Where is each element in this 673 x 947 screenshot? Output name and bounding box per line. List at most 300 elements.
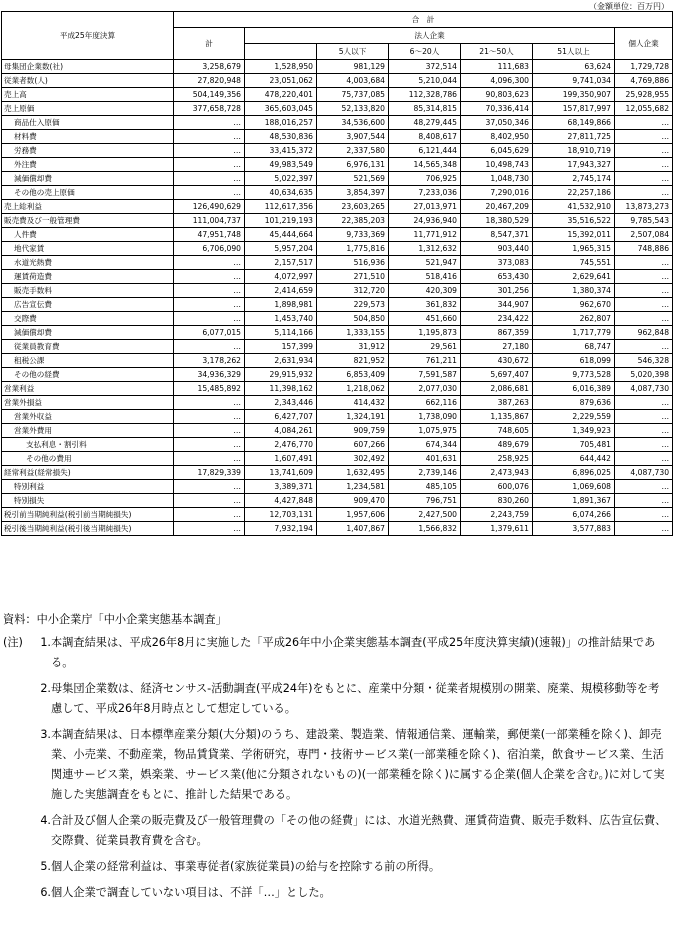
- row-label-cell: [2, 466, 174, 480]
- value-cell: 420,309: [389, 284, 461, 298]
- note-text: 母集団企業数は、経済センサス-活動調査(平成24年)をもとに、産業中分類・従業者規模別の開業、廃業、規模移動等を考慮して、平成26年8月時点として想定している。: [51, 682, 660, 715]
- row-label: 租税公課: [14, 356, 45, 365]
- source-line: 資料：中小企業庁「中小企業実態基本調査」: [3, 613, 227, 626]
- value-cell: 1,234,581: [317, 480, 389, 494]
- row-label-cell: [2, 480, 174, 494]
- row-label-cell: [2, 214, 174, 228]
- value-cell: 5,022,397: [245, 172, 317, 186]
- row-label-cell: [2, 74, 174, 88]
- value-cell: …: [174, 312, 245, 326]
- value-cell: 748,605: [461, 424, 533, 438]
- row-label-cell: [2, 172, 174, 186]
- row-label-cell: [2, 340, 174, 354]
- value-cell: 101,219,193: [245, 214, 317, 228]
- value-cell: …: [174, 494, 245, 508]
- value-cell: 821,952: [317, 354, 389, 368]
- value-cell: 2,473,943: [461, 466, 533, 480]
- value-cell: 15,485,892: [174, 382, 245, 396]
- value-cell: 11,398,162: [245, 382, 317, 396]
- row-label-cell: [2, 242, 174, 256]
- value-cell: 618,099: [533, 354, 615, 368]
- value-cell: 365,603,045: [245, 102, 317, 116]
- row-label: 運賃荷造費: [14, 272, 52, 281]
- value-cell: 662,116: [389, 396, 461, 410]
- value-cell: 2,427,500: [389, 508, 461, 522]
- value-cell: 903,440: [461, 242, 533, 256]
- note-number: 3.: [40, 728, 51, 741]
- row-label-cell: [2, 326, 174, 340]
- note-text: 本調査結果は、平成26年8月に実施した「平成26年中小企業実態基本調査(平成25年度決算実績)(速報)」の推計結果である。: [51, 636, 656, 669]
- value-cell: 3,907,544: [317, 130, 389, 144]
- value-cell: …: [615, 284, 673, 298]
- row-label-cell: [2, 410, 174, 424]
- value-cell: 430,672: [461, 354, 533, 368]
- size-header: 6～20人: [389, 44, 461, 60]
- value-cell: 302,492: [317, 452, 389, 466]
- table-row: [2, 60, 673, 74]
- unit-note: （金額単位：百万円）: [589, 2, 669, 11]
- value-cell: 1,717,779: [533, 326, 615, 340]
- value-cell: 1,965,315: [533, 242, 615, 256]
- table-row: [2, 508, 673, 522]
- row-label-cell: [2, 284, 174, 298]
- row-label-cell: [2, 508, 174, 522]
- size-header: 51人以上: [533, 44, 615, 60]
- value-cell: …: [174, 452, 245, 466]
- table-row: [2, 116, 673, 130]
- value-cell: 47,951,748: [174, 228, 245, 242]
- value-cell: 29,915,932: [245, 368, 317, 382]
- notes-section: [3, 610, 669, 903]
- value-cell: 7,591,587: [389, 368, 461, 382]
- total-header: 合 計: [174, 12, 673, 28]
- value-cell: 25,928,955: [615, 88, 673, 102]
- value-cell: 796,751: [389, 494, 461, 508]
- row-label-cell: [2, 60, 174, 74]
- value-cell: 3,258,679: [174, 60, 245, 74]
- value-cell: 2,229,559: [533, 410, 615, 424]
- row-label-cell: [2, 102, 174, 116]
- value-cell: 9,741,034: [533, 74, 615, 88]
- value-cell: …: [615, 522, 673, 536]
- row-label-cell: [2, 396, 174, 410]
- value-cell: 1,729,728: [615, 60, 673, 74]
- table-row: [2, 228, 673, 242]
- table-row: [2, 522, 673, 536]
- value-cell: 27,811,725: [533, 130, 615, 144]
- value-cell: …: [174, 340, 245, 354]
- row-label: その他の経費: [14, 370, 60, 379]
- table-row: [2, 452, 673, 466]
- value-cell: 607,266: [317, 438, 389, 452]
- note-item: [3, 811, 669, 851]
- value-cell: 188,016,257: [245, 116, 317, 130]
- row-label-cell: [2, 116, 174, 130]
- row-label-cell: [2, 312, 174, 326]
- row-label: 従業員教育費: [14, 342, 60, 351]
- value-cell: 516,936: [317, 256, 389, 270]
- value-cell: 1,898,981: [245, 298, 317, 312]
- value-cell: …: [615, 186, 673, 200]
- table-row: [2, 340, 673, 354]
- size-header: 5人以下: [317, 44, 389, 60]
- value-cell: 90,803,623: [461, 88, 533, 102]
- row-label: 地代家賃: [14, 244, 45, 253]
- value-cell: 504,850: [317, 312, 389, 326]
- value-cell: 8,402,950: [461, 130, 533, 144]
- value-cell: 8,408,617: [389, 130, 461, 144]
- financial-table: [1, 11, 673, 536]
- note-number: 1.: [40, 636, 51, 649]
- row-label-cell: [2, 256, 174, 270]
- value-cell: 14,565,348: [389, 158, 461, 172]
- value-cell: 521,569: [317, 172, 389, 186]
- value-cell: 4,769,886: [615, 74, 673, 88]
- value-cell: 3,178,262: [174, 354, 245, 368]
- value-cell: 301,256: [461, 284, 533, 298]
- row-label-cell: [2, 158, 174, 172]
- row-label-cell: [2, 368, 174, 382]
- value-cell: 414,432: [317, 396, 389, 410]
- table-row: [2, 144, 673, 158]
- note-number: 2.: [40, 682, 51, 695]
- value-cell: …: [174, 298, 245, 312]
- value-cell: 262,807: [533, 312, 615, 326]
- table-row: [2, 354, 673, 368]
- value-cell: …: [615, 130, 673, 144]
- note-item: [3, 633, 669, 673]
- table-row: [2, 74, 673, 88]
- row-label: 水道光熱費: [14, 258, 52, 267]
- value-cell: …: [174, 480, 245, 494]
- row-label: 売上原価: [4, 104, 35, 113]
- value-cell: 33,415,372: [245, 144, 317, 158]
- value-cell: …: [174, 144, 245, 158]
- value-cell: 2,739,146: [389, 466, 461, 480]
- kei-header: 計: [174, 28, 245, 60]
- value-cell: 1,380,374: [533, 284, 615, 298]
- value-cell: 3,389,371: [245, 480, 317, 494]
- value-cell: …: [615, 270, 673, 284]
- row-label: 売上総利益: [4, 202, 42, 211]
- value-cell: …: [615, 494, 673, 508]
- value-cell: 6,074,266: [533, 508, 615, 522]
- table-row: [2, 186, 673, 200]
- value-cell: 6,706,090: [174, 242, 245, 256]
- value-cell: 344,907: [461, 298, 533, 312]
- corporate-header: 法人企業: [245, 28, 615, 44]
- value-cell: 48,530,836: [245, 130, 317, 144]
- value-cell: …: [615, 480, 673, 494]
- value-cell: 962,670: [533, 298, 615, 312]
- table-row: [2, 172, 673, 186]
- row-label-cell: [2, 438, 174, 452]
- value-cell: 5,114,166: [245, 326, 317, 340]
- value-cell: 5,957,204: [245, 242, 317, 256]
- value-cell: …: [615, 396, 673, 410]
- value-cell: 29,561: [389, 340, 461, 354]
- value-cell: 126,490,629: [174, 200, 245, 214]
- value-cell: 4,072,997: [245, 270, 317, 284]
- value-cell: 6,976,131: [317, 158, 389, 172]
- row-label: 税引後当期純利益(税引後当期純損失): [4, 524, 132, 533]
- row-label: 営業外費用: [14, 426, 52, 435]
- note-mark: [3, 857, 35, 877]
- value-cell: 879,636: [533, 396, 615, 410]
- row-label-cell: [2, 228, 174, 242]
- value-cell: …: [615, 158, 673, 172]
- value-cell: 157,399: [245, 340, 317, 354]
- note-mark: [3, 811, 35, 851]
- value-cell: 981,129: [317, 60, 389, 74]
- value-cell: …: [174, 116, 245, 130]
- table-row: [2, 214, 673, 228]
- value-cell: 45,444,664: [245, 228, 317, 242]
- value-cell: 41,532,910: [533, 200, 615, 214]
- value-cell: 4,087,730: [615, 382, 673, 396]
- row-label: 材料費: [14, 132, 37, 141]
- value-cell: 600,076: [461, 480, 533, 494]
- value-cell: 234,422: [461, 312, 533, 326]
- note-mark: [3, 679, 35, 719]
- value-cell: 962,848: [615, 326, 673, 340]
- value-cell: 8,547,371: [461, 228, 533, 242]
- value-cell: 35,516,522: [533, 214, 615, 228]
- table-row: [2, 298, 673, 312]
- note-item: [3, 857, 669, 877]
- value-cell: 1,195,873: [389, 326, 461, 340]
- row-label-cell: [2, 382, 174, 396]
- value-cell: …: [615, 256, 673, 270]
- value-cell: 4,084,261: [245, 424, 317, 438]
- value-cell: 6,853,409: [317, 368, 389, 382]
- value-cell: 6,896,025: [533, 466, 615, 480]
- value-cell: 2,086,681: [461, 382, 533, 396]
- value-cell: 18,380,529: [461, 214, 533, 228]
- table-row: [2, 396, 673, 410]
- value-cell: …: [615, 452, 673, 466]
- table-row: [2, 494, 673, 508]
- value-cell: …: [174, 396, 245, 410]
- row-label: 経常利益(経常損失): [4, 468, 71, 477]
- row-label: 営業外損益: [4, 398, 42, 407]
- value-cell: 1,407,867: [317, 522, 389, 536]
- row-label-cell: [2, 452, 174, 466]
- note-item: [3, 725, 669, 805]
- row-label: 広告宣伝費: [14, 300, 52, 309]
- value-cell: 1,738,090: [389, 410, 461, 424]
- value-cell: 75,737,085: [317, 88, 389, 102]
- value-cell: 5,020,398: [615, 368, 673, 382]
- row-label: 外注費: [14, 160, 37, 169]
- row-label: 支払利息・割引料: [26, 440, 87, 449]
- value-cell: 5,697,407: [461, 368, 533, 382]
- row-label-cell: [2, 144, 174, 158]
- value-cell: 112,617,356: [245, 200, 317, 214]
- value-cell: 4,003,684: [317, 74, 389, 88]
- value-cell: …: [615, 298, 673, 312]
- value-cell: …: [174, 424, 245, 438]
- row-label: 税引前当期純利益(税引前当期純損失): [4, 510, 132, 519]
- value-cell: 23,603,265: [317, 200, 389, 214]
- value-cell: …: [615, 438, 673, 452]
- value-cell: 6,427,707: [245, 410, 317, 424]
- value-cell: 52,133,820: [317, 102, 389, 116]
- row-label-cell: [2, 200, 174, 214]
- corp-subtotal-header: [245, 44, 317, 60]
- table-row: [2, 410, 673, 424]
- note-number: 4.: [40, 814, 51, 827]
- value-cell: 373,083: [461, 256, 533, 270]
- table-row: [2, 438, 673, 452]
- value-cell: …: [174, 256, 245, 270]
- value-cell: 24,936,940: [389, 214, 461, 228]
- table-row: [2, 242, 673, 256]
- table-row: [2, 368, 673, 382]
- value-cell: …: [174, 270, 245, 284]
- table-row: [2, 312, 673, 326]
- value-cell: 27,180: [461, 340, 533, 354]
- row-label: 減価償却費: [14, 328, 52, 337]
- value-cell: 1,528,950: [245, 60, 317, 74]
- row-label: 特別利益: [14, 482, 45, 491]
- table-row: [2, 284, 673, 298]
- table-row: [2, 200, 673, 214]
- value-cell: 867,359: [461, 326, 533, 340]
- value-cell: 909,470: [317, 494, 389, 508]
- value-cell: 229,573: [317, 298, 389, 312]
- value-cell: 485,105: [389, 480, 461, 494]
- table-row: [2, 480, 673, 494]
- value-cell: …: [174, 410, 245, 424]
- value-cell: 1,453,740: [245, 312, 317, 326]
- value-cell: 401,631: [389, 452, 461, 466]
- value-cell: 504,149,356: [174, 88, 245, 102]
- value-cell: 22,385,203: [317, 214, 389, 228]
- year-header: 平成25年度決算: [2, 12, 174, 60]
- value-cell: 1,957,606: [317, 508, 389, 522]
- value-cell: 5,210,044: [389, 74, 461, 88]
- value-cell: 1,135,867: [461, 410, 533, 424]
- row-label: 販売手数料: [14, 286, 52, 295]
- value-cell: 312,720: [317, 284, 389, 298]
- value-cell: 6,121,444: [389, 144, 461, 158]
- table-row: [2, 270, 673, 284]
- value-cell: 63,624: [533, 60, 615, 74]
- value-cell: …: [615, 172, 673, 186]
- note-mark: [3, 883, 35, 903]
- value-cell: 2,631,934: [245, 354, 317, 368]
- value-cell: 4,096,300: [461, 74, 533, 88]
- value-cell: 6,016,389: [533, 382, 615, 396]
- row-label: その他の売上原価: [14, 188, 75, 197]
- value-cell: …: [174, 438, 245, 452]
- value-cell: …: [615, 144, 673, 158]
- row-label-cell: [2, 494, 174, 508]
- value-cell: 1,891,367: [533, 494, 615, 508]
- value-cell: 489,679: [461, 438, 533, 452]
- row-label: 特別損失: [14, 496, 45, 505]
- value-cell: …: [615, 410, 673, 424]
- value-cell: 1,349,923: [533, 424, 615, 438]
- value-cell: 2,343,446: [245, 396, 317, 410]
- value-cell: …: [174, 130, 245, 144]
- value-cell: 68,149,866: [533, 116, 615, 130]
- value-cell: 1,632,495: [317, 466, 389, 480]
- value-cell: 830,260: [461, 494, 533, 508]
- value-cell: 6,077,015: [174, 326, 245, 340]
- row-label: 従業者数(人): [4, 76, 48, 85]
- value-cell: 9,733,369: [317, 228, 389, 242]
- value-cell: 23,051,062: [245, 74, 317, 88]
- value-cell: 1,218,062: [317, 382, 389, 396]
- value-cell: …: [615, 508, 673, 522]
- value-cell: 31,912: [317, 340, 389, 354]
- value-cell: 48,279,445: [389, 116, 461, 130]
- value-cell: 34,536,600: [317, 116, 389, 130]
- value-cell: 2,476,770: [245, 438, 317, 452]
- value-cell: 674,344: [389, 438, 461, 452]
- table-row: [2, 158, 673, 172]
- row-label: 営業利益: [4, 384, 35, 393]
- row-label-cell: [2, 354, 174, 368]
- row-label: 減価償却費: [14, 174, 52, 183]
- value-cell: 85,314,815: [389, 102, 461, 116]
- row-label: 売上高: [4, 90, 27, 99]
- value-cell: 4,427,848: [245, 494, 317, 508]
- value-cell: …: [174, 284, 245, 298]
- table-row: [2, 256, 673, 270]
- row-label: 販売費及び一般管理費: [4, 216, 80, 225]
- value-cell: …: [174, 172, 245, 186]
- row-label: 母集団企業数(社): [4, 62, 64, 71]
- value-cell: 40,634,635: [245, 186, 317, 200]
- row-label-cell: [2, 88, 174, 102]
- row-label-cell: [2, 270, 174, 284]
- value-cell: 22,257,186: [533, 186, 615, 200]
- value-cell: 1,775,816: [317, 242, 389, 256]
- value-cell: 1,048,730: [461, 172, 533, 186]
- value-cell: 15,392,011: [533, 228, 615, 242]
- value-cell: 761,211: [389, 354, 461, 368]
- value-cell: 546,328: [615, 354, 673, 368]
- table-row: [2, 466, 673, 480]
- value-cell: 1,312,632: [389, 242, 461, 256]
- note-mark: [3, 725, 35, 805]
- value-cell: 6,045,629: [461, 144, 533, 158]
- note-text: 個人企業の経常利益は、事業専従者(家族従業員)の給与を控除する前の所得。: [51, 860, 441, 873]
- row-label-cell: [2, 298, 174, 312]
- value-cell: 1,324,191: [317, 410, 389, 424]
- value-cell: 1,379,611: [461, 522, 533, 536]
- value-cell: 2,745,174: [533, 172, 615, 186]
- value-cell: 2,507,084: [615, 228, 673, 242]
- value-cell: 706,925: [389, 172, 461, 186]
- value-cell: 451,660: [389, 312, 461, 326]
- value-cell: 653,430: [461, 270, 533, 284]
- value-cell: 34,936,329: [174, 368, 245, 382]
- note-text: 本調査結果は、日本標準産業分類(大分類)のうち、建設業、製造業、情報通信業、運輸業，郵便業(一部業種を除く)、卸売業、小売業、不動産業，物品賃貸業、学術研究，専門・技術サービス業(一部業種を除く)、宿泊業，飲食サービス業、生活関連サービス業，娯楽業、サービス業(他に分類されないもの)(一部業種を除く)に属する企業(個人企業を含む。)に対して実施した実態調査をもとに、推計した結果である。: [51, 728, 665, 801]
- note-item: [3, 883, 669, 903]
- value-cell: 271,510: [317, 270, 389, 284]
- value-cell: …: [174, 508, 245, 522]
- value-cell: 3,577,883: [533, 522, 615, 536]
- value-cell: 37,050,346: [461, 116, 533, 130]
- value-cell: 1,607,491: [245, 452, 317, 466]
- value-cell: 27,013,971: [389, 200, 461, 214]
- value-cell: 157,817,997: [533, 102, 615, 116]
- note-number: 6.: [40, 886, 51, 899]
